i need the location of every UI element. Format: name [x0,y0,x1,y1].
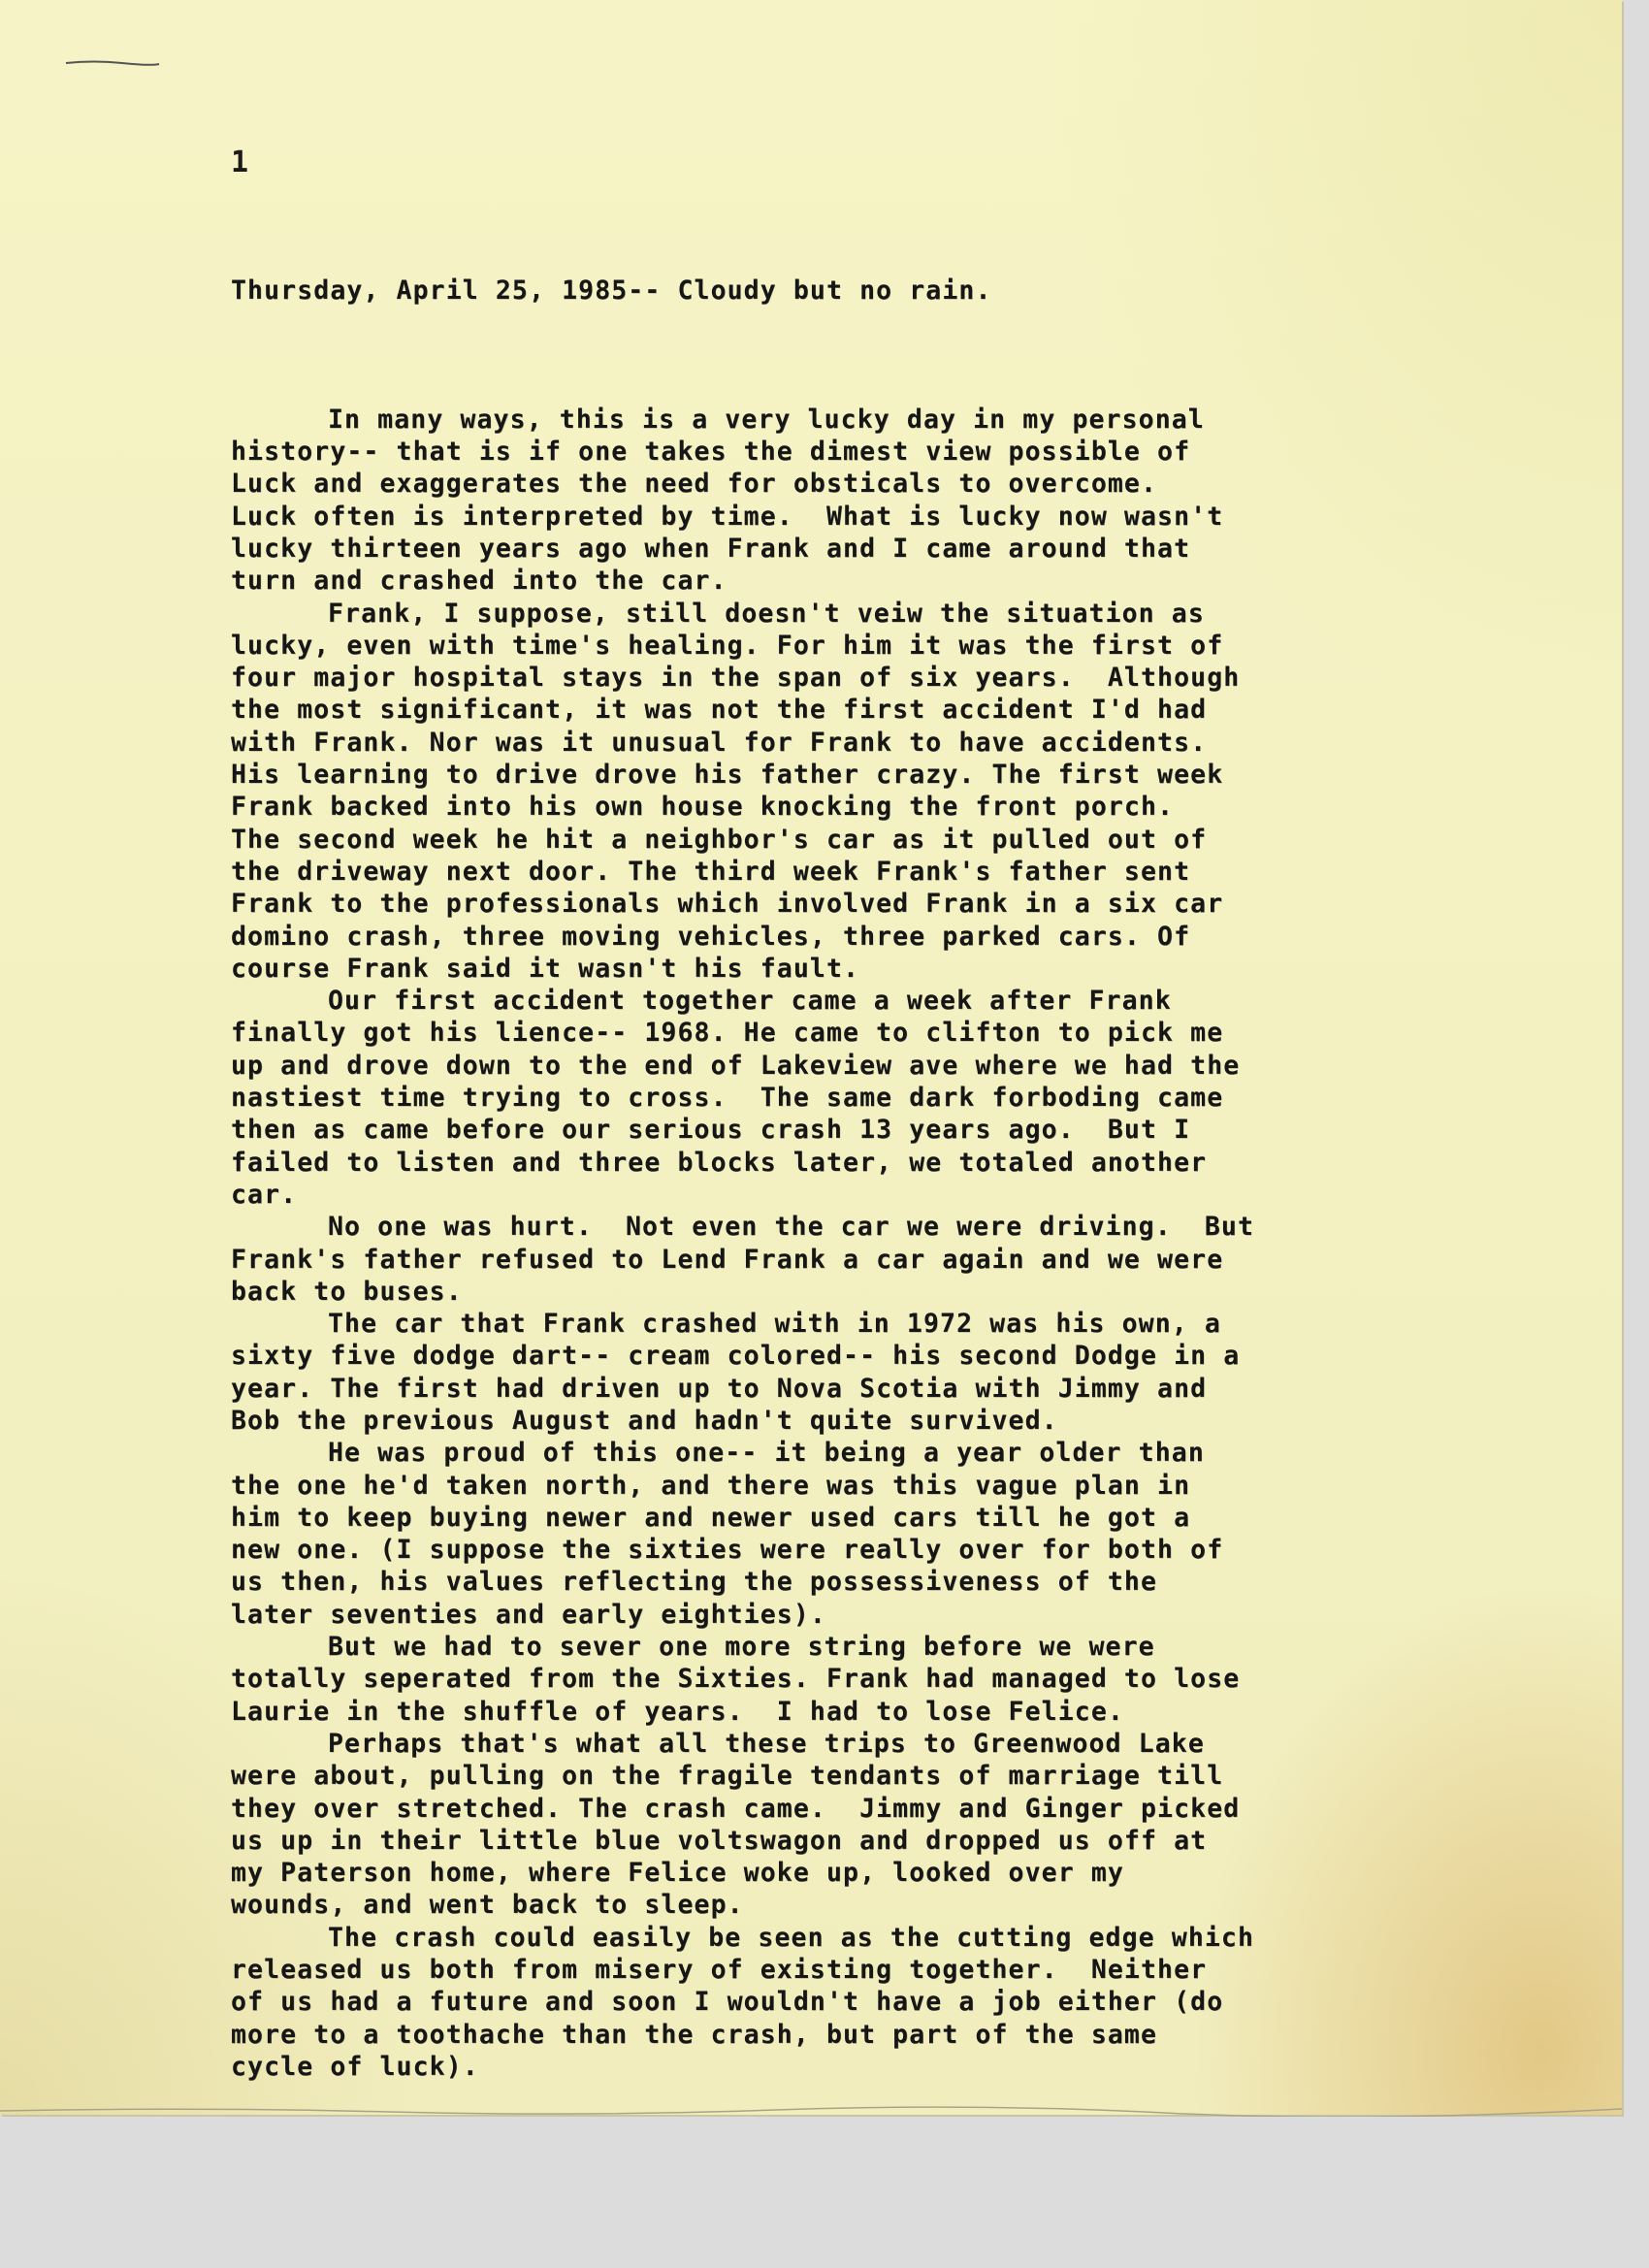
text-line: cycle of luck). [231,2051,479,2082]
text-line: Luck often is interpreted by time. What is lucky now wasn't [231,501,1224,532]
text-line: new one. (I suppose the sixties were really over for both of [231,1535,1224,1566]
text-line: turn and crashed into the car. [231,566,728,597]
text-line: then as came before our serious crash 13 years ago. But I [231,1115,1191,1146]
text-line: us then, his values reflecting the possessiveness of the [231,1567,1158,1598]
text-line: Our first accident together came a week after Frank [328,986,1172,1017]
text-line: In many ways, this is a very lucky day in my personal [328,404,1205,435]
text-line: failed to listen and three blocks later, we totaled another [231,1147,1208,1178]
text-line: year. The first had driven up to Nova Scotia with Jimmy and [231,1373,1208,1404]
text-line: lucky, even with time's healing. For him it was the first of [231,630,1224,661]
text-line: four major hospital stays in the span of six years. Although [231,663,1241,694]
text-line: course Frank said it wasn't his fault. [231,953,860,984]
body-lines [231,404,1434,2083]
text-line: up and drove down to the end of Lakeview ave where we had the [231,1050,1241,1081]
pencil-mark [64,58,161,64]
text-line: more to a toothache than the crash, but part of the same [231,2019,1158,2050]
text-line: history-- that is if one takes the dimest view possible of [231,437,1191,468]
text-line: domino crash, three moving vehicles, three parked cars. Of [231,921,1191,952]
text-line: him to keep buying newer and newer used cars till he got a [231,1502,1191,1533]
text-line: Luck and exaggerates the need for obsticals to overcome. [231,469,1158,500]
text-line: finally got his lience-- 1968. He came to clifton to pick me [231,1018,1224,1049]
text-line: Frank, I suppose, still doesn't veiw the situation as [328,598,1205,629]
text-line: were about, pulling on the fragile tendants of marriage till [231,1761,1224,1792]
text-line: the most significant, it was not the first accident I'd had [231,695,1208,726]
text-line: He was proud of this one-- it being a year older than [328,1438,1205,1469]
text-line: But we had to sever one more string before we were [328,1632,1155,1663]
text-line: Frank backed into his own house knocking the front porch. [231,792,1175,823]
text-line: of us had a future and soon I wouldn't have a job either (do [231,1987,1224,2018]
text-line: with Frank. Nor was it unusual for Frank to have accidents. [231,727,1208,758]
typed-text-body [231,210,1434,2148]
text-line: Laurie in the shuffle of years. I had to lose Felice. [231,1696,1124,1727]
text-line: Perhaps that's what all these trips to Greenwood Lake [328,1728,1205,1759]
text-line: No one was hurt. Not even the car we were driving. But [328,1212,1255,1243]
date-heading: Thursday, April 25, 1985-- Cloudy but no rain. [231,275,992,306]
text-line: Frank's father refused to Lend Frank a car again and we were [231,1244,1224,1275]
text-line: wounds, and went back to sleep. [231,1890,744,1921]
page-bottom-edge [0,2103,1622,2117]
text-line: us up in their little blue voltswagon and dropped us off at [231,1825,1208,1856]
text-line: lucky thirteen years ago when Frank and I came around that [231,533,1191,564]
text-line: Frank to the professionals which involved Frank in a six car [231,889,1224,920]
text-line: the driveway next door. The third week Frank's father sent [231,856,1191,887]
text-line: my Paterson home, where Felice woke up, looked over my [231,1858,1124,1889]
text-line: car. [231,1179,298,1210]
page-number: 1 [231,146,249,179]
text-line: the one he'd taken north, and there was this vague plan in [231,1470,1191,1501]
text-line: back to buses. [231,1276,463,1307]
text-line: totally seperated from the Sixties. Frank had managed to lose [231,1664,1241,1695]
text-line: The second week he hit a neighbor's car as it pulled out of [231,824,1208,855]
text-line: released us both from misery of existing together. Neither [231,1955,1208,1986]
text-line: The crash could easily be seen as the cutting edge which [328,1922,1255,1953]
text-line: The car that Frank crashed with in 1972 was his own, a [328,1309,1221,1340]
text-line: they over stretched. The crash came. Jimmy and Ginger picked [231,1793,1241,1824]
text-line: later seventies and early eighties). [231,1599,826,1630]
text-line: nastiest time trying to cross. The same dark forboding came [231,1083,1224,1114]
text-line: sixty five dodge dart-- cream colored-- his second Dodge in a [231,1341,1241,1372]
text-line: Bob the previous August and hadn't quite survived. [231,1405,1058,1436]
text-line: His learning to drive drove his father crazy. The first week [231,760,1224,791]
